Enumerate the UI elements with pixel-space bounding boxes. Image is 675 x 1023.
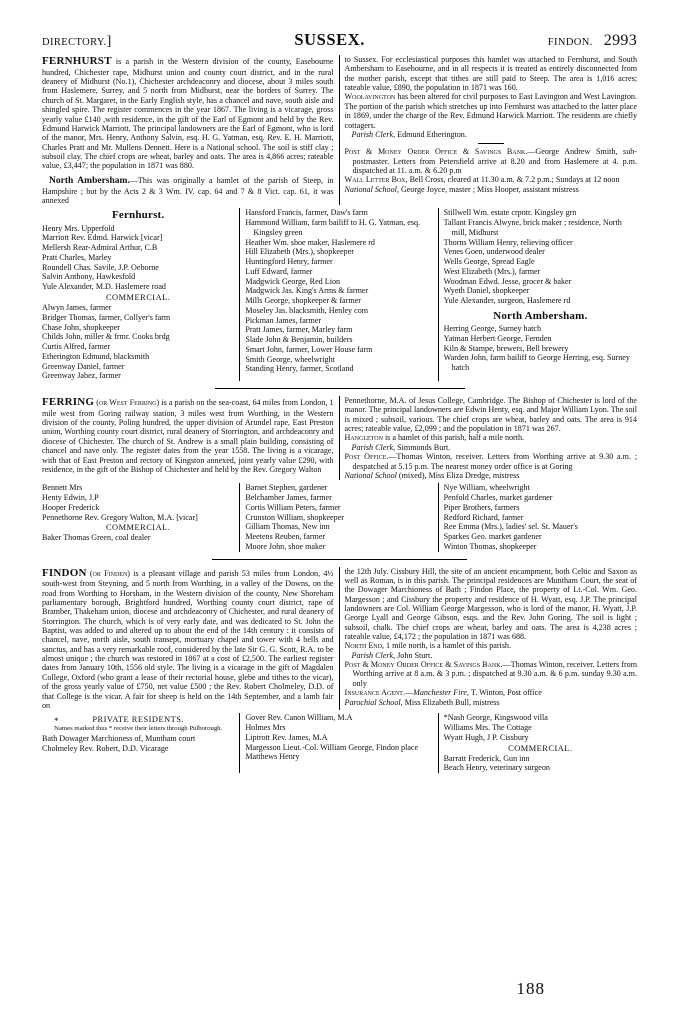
- list-item: Heather Wm. shoe maker, Haslemere rd: [245, 237, 375, 247]
- list-item: Penfold Charles, market gardener: [443, 493, 553, 503]
- fernhurst-directory-col-1: [42, 208, 240, 381]
- findon-alt-name: (or Finden): [89, 568, 131, 578]
- list-item: Wells George, Spread Eagle: [443, 257, 535, 267]
- fernhurst-article-col-left: [42, 55, 340, 205]
- findon-intro-paragraph: [42, 567, 334, 711]
- north-ambersham-heading: North Ambersham.: [49, 175, 130, 186]
- findon-article-col-right: [340, 567, 638, 711]
- wall-letter-box-text: Bell Cross, cleared at 11.30 a.m. & 7.2 p.m.; Sundays at 12 noon: [409, 175, 620, 185]
- folio-number: 188: [516, 979, 545, 998]
- running-head-left-text: DIRECTORY.: [42, 37, 107, 48]
- asterisk-marker: *: [54, 716, 59, 727]
- north-end-text: 1 mile north, is a hamlet of this parish.: [386, 641, 511, 651]
- list-item: Nye William, wheelwright: [443, 483, 530, 493]
- fernhurst-article-col-right: [340, 55, 638, 205]
- fernhurst-article: [42, 55, 637, 205]
- list-item: Margesson Lieut.-Col. William George, Findon place: [245, 742, 419, 752]
- north-ambersham-text: —This was originally a hamlet of the parish of Steep, in Hampshire ; but by the Acts 2 & 3 Wm. IV. cap. 64 and 7 & 8 Vict. cap. 61, it was annexed: [42, 175, 334, 206]
- list-item: Roundell Chas. Savile, J.P. Oeborne: [42, 262, 159, 272]
- woolavington-heading: Woolavington: [344, 92, 396, 102]
- ferring-alt-name: (or West Ferring): [96, 398, 160, 408]
- insurance-agent-label: Insurance Agent.—: [344, 688, 414, 698]
- list-item: Ree Emma (Mrs.), ladies' sel. St. Mauer's: [443, 522, 578, 532]
- list-item: Huntingford Henry, farmer: [245, 257, 333, 267]
- list-item: Liptrott Rev. James, M.A: [245, 732, 328, 742]
- national-school-label: National School,: [344, 184, 399, 194]
- list-item: Hooper Frederick: [42, 502, 100, 512]
- list-item: Hammond William, farm bailiff to H. G. Yatman, esq. Kingsley green: [245, 218, 421, 237]
- list-item: Kiln & Stampe, brewers, Bell brewery: [443, 343, 569, 353]
- woolavington-paragraph: [345, 92, 638, 129]
- findon-article: [42, 567, 637, 711]
- list-item: Woodman Edwd. Jesse, grocer & baker: [443, 276, 572, 286]
- findon-letters-note: Names marked thus * receive their letters through Pulborough.: [54, 725, 223, 733]
- section-rule: [478, 143, 504, 144]
- ferring-article-col-left: [42, 396, 340, 480]
- fernhurst-directory-heading: Fernhurst.: [111, 209, 165, 222]
- list-item: Yule Alexander, surgeon, Haslemere rd: [443, 296, 571, 306]
- fernhurst-directory-col-2: [240, 208, 438, 381]
- private-residents-text: PRIVATE RESIDENTS.: [92, 715, 184, 725]
- post-office-text: Thomas Winton, receiver. Letters from Worthing arrive at 9.30 a.m. ; despatched at 5.15 p.m. The nearest money order office is at Goring: [352, 452, 637, 471]
- ferring-intro-text: is a parish on the sea-coast, 64 miles from London, 1 mile west from Goring railway station, 3 miles west from Worthing, in the Western division of the county, Poling hundred, the upper division of Arundel rape, East Preston union, Worthing county court district, rural deanery of Storrington, and archdeaconry and diocese of Chichester. The church of St. Andrew is a small plain building, consisting of chancel and nave only. The register dates from the year 1558. The living is a vicarage, with that of East Preston and rectory of Kingston annexed, joint yearly value £290, with residence, in the gift of the Bishop of Chichester and held by the Rev. Gregory Walton: [42, 398, 334, 474]
- fernhurst-intro-paragraph: [42, 55, 334, 171]
- running-head-county: SUSSEX.: [294, 30, 366, 49]
- ferring-directory-col-1: [42, 483, 240, 551]
- post-office-text: Thomas Winton, receiver. Letters from Worthing arrive at 8 a.m. & 3 p.m. ; dispatched at 9.30 a.m. & 6 p.m. sunday 9.30 a.m. only: [352, 660, 637, 688]
- list-item: Venes Goen, underwood dealer: [443, 247, 545, 257]
- findon-directory-col-2: [240, 713, 438, 773]
- list-item: Greenway Daniel, farmer: [42, 361, 125, 371]
- list-item: Salvin Anthony, Hawkesfold: [42, 272, 136, 282]
- list-item: Williams Mrs. The Cottage: [443, 723, 532, 733]
- list-item: Stillwell Wm. estate crpntr. Kingsley grn: [443, 208, 577, 218]
- hangleton-text: is a hamlet of this parish, half a mile north.: [384, 433, 525, 443]
- list-item: Gilliam Thomas, New inn: [245, 522, 330, 532]
- list-item: Barnet Stephen, gardener: [245, 483, 328, 493]
- fernhurst-lead-word: FERNHURST: [42, 55, 112, 67]
- fernhurst-commercial-label: COMMERCIAL.: [105, 292, 171, 302]
- ferring-article: [42, 396, 637, 480]
- list-item: Pratt James, farmer, Marley farm: [245, 325, 353, 335]
- hangleton-heading: Hangleton: [344, 433, 383, 443]
- list-item: Redford Richard, farmer: [443, 512, 524, 522]
- list-item: Madgwick George, Red Lion: [245, 276, 341, 286]
- list-item: Meetens Reuben, farmer: [245, 532, 326, 542]
- fernhurst-intro-text: is a parish in the Western division of the county, Easebourne hundred, Chichester rape, Midhurst union and county court district, and in the rural deanery of Midhurst (No.1), Chichester archdeaconry and diocese, about 3 miles south from Haslemere, Surrey, and 5 north from Midhurst, near the borders of Surrey. The church of St. Margaret, in the Early English style, has a chancel and nave, south aisle and shingled spire. The register commences in the year 1867. The living is a vicarage, gross yearly value £140 ,with residence, in the gift of the Earl of Egmont and held by the Rev. Edmund Harwick Marriott. The principal landowners are the Earl of Egmont, who is lord of the manor, Mrs. Henry, Anthony Salvin, esq. H. G. Yatman, esq. Rev. E. H. Marriott, Charles Pratt and Mr. Mullens Dennett. Here is a National school. The soil is stiff clay ; subsoil clay. The chief crops are wheat, barley and oats. The area is 4,866 acres; rateable value, £3,447; the population in 1871 was 880.: [42, 57, 334, 171]
- list-item: Matthews Henry: [245, 752, 300, 762]
- national-school-label: National School: [344, 470, 397, 480]
- woolavington-text: has been altered for civil purposes to East Lavington and West Lavington. The portion of the parish which stretches up into Fernhurst was attached to the latter place in 1869, under the charge of the Rev. Edmund Harwick Marriott. The residents are chiefly cottagers.: [344, 92, 637, 130]
- parish-separator-rule: [215, 388, 465, 389]
- list-item: Hill Elizabeth (Mrs.), shopkeeper: [245, 247, 354, 257]
- list-item: Bennett Mrs: [42, 483, 83, 493]
- list-item: Herring George, Surney hatch: [443, 324, 542, 334]
- list-item: Holmes Mrs: [245, 723, 286, 733]
- list-item: Henry Mrs. Upperfold: [42, 223, 115, 233]
- findon-lead-word: FINDON: [42, 566, 87, 579]
- findon-commercial-label: COMMERCIAL.: [508, 743, 573, 753]
- list-item: Warden John, farm bailiff to George Herring, esq. Surney hatch: [443, 353, 630, 373]
- list-item: Smart John, farmer, Lower House farm: [245, 344, 373, 354]
- parish-clerk-label: Parish Clerk,: [351, 129, 396, 139]
- list-item: Hansford Francis, farmer, Daw's farm: [245, 208, 368, 218]
- page-number: 2993: [603, 32, 637, 49]
- list-item: Barratt Frederick, Gun inn: [443, 753, 530, 763]
- fernhurst-directory-col-3: [439, 208, 637, 381]
- north-ambersham-paragraph: [42, 176, 334, 206]
- wall-letter-box-label: Wall Letter Box,: [344, 175, 408, 185]
- ferring-post-office: [345, 452, 638, 471]
- ferring-national-school: [345, 471, 638, 480]
- ferring-directory: [42, 483, 637, 551]
- parish-clerk-label: Parish Clerk,: [351, 650, 396, 660]
- ferring-lead-word: FERRING: [42, 396, 95, 409]
- list-item: Cholmeley Rev. Robert, D.D. Vicarage: [42, 743, 169, 753]
- list-item: Wyatt Hugh, J P. Cissbury: [443, 732, 529, 742]
- list-item: Henty Edwin, J.P: [42, 493, 99, 503]
- list-item: Thorns William Henry, relieving officer: [443, 237, 573, 247]
- parochial-school-text: Miss Elizabeth Bull, mistress: [404, 697, 500, 707]
- fernhurst-commercial-list: [42, 303, 234, 381]
- national-school-text: (mixed), Miss Eliza Dredge, mistress: [398, 470, 520, 480]
- list-item: Gover Rev. Canon William, M.A: [245, 713, 353, 723]
- list-item: Tallant Francis Alwyne, brick maker ; residence, North mill, Midhurst: [443, 218, 622, 237]
- north-end-heading: North End,: [344, 641, 384, 651]
- list-item: Childs John, miller & frmr. Cooks brdg: [42, 332, 170, 342]
- hangleton-paragraph: [345, 433, 638, 442]
- ferring-directory-col-2: [240, 483, 438, 551]
- findon-directory-col-3: [439, 713, 637, 773]
- list-item: Sparkes Geo. market gardener: [443, 532, 542, 542]
- list-item: Chase John, shopkeeper: [42, 322, 120, 332]
- list-item: Marriott Rev. Edmd. Harwick [vicar]: [42, 233, 163, 243]
- running-head-right: [548, 32, 637, 50]
- list-item: Smith George, wheelwright: [245, 354, 335, 364]
- list-item: Cortis William Peters, farmer: [245, 502, 341, 512]
- findon-intro-text: is a pleasant village and parish 53 miles from London, 4½ south-west from Steyning, and 5 north from Worthing, in a valley of the Downs, on the road from Worthing to Horsham, in the Western division of the county, New Shoreham parliamentary borough, Brightford hundred, Worthing county court district, rape of Bramber, Thakeham union, diocese and archdeaconry of Chichester, and rural deanery of Storrington. The church, which is of very early date, and was dedicated to St. John the Baptist, was added to and altered up to about the end of the 14th century : it consists of chancel, nave, north aisle, south transept, mortuary chapel and tower with 4 bells and sanctus, and has a very remarkable roof, considered by the late Sir G. G. Scott, R.A. to be almost unique ; the church was restored in 1867 at a cost of £2,500. The earliest register dates from January 10th, 1556 old style. The living is a vicarage in the gift of Magdalen College, Oxford (who grant a lease of their rectorial house, glebe and tithes to the vicar), of the gross yearly value of £750, net value £500 ; the Rev. Robert Cholmeley, D.D. of that College is the vicar. A fair for sheep is held on the 14th September, and a lamb fair on: [42, 568, 334, 710]
- list-item: Etherington Edmund, blacksmith: [42, 351, 150, 361]
- list-item: Winton Thomas, shopkeeper: [443, 541, 537, 551]
- fernhurst-wall-letter-box: [345, 175, 638, 184]
- findon-directory-col-1: [42, 713, 240, 773]
- running-head: [42, 30, 637, 50]
- post-office-label: Post & Money Order Office & Savings Bank.—: [344, 147, 536, 157]
- ferring-cont-paragraph: Pennethorne, M.A. of Jesus College, Cambridge. The Bishop of Chichester is lord of the manor. The principal landowners are Edwin Henty, esq. and Major William Lyon. The soil is mixed ; subsoil, various. The chief crops are wheat, barley and oats. The area is 914 acres; rateable value, £2,099 ; and the population in 1871 was 267.: [344, 396, 637, 434]
- list-item: Wyeth Daniel, shopkeeper: [443, 286, 530, 296]
- list-item: Piper Brothers, farmers: [443, 502, 520, 512]
- findon-cont-paragraph: the 12th July. Cissbury Hill, the site of an ancient encampment, both Celtic and Saxon as well as Roman, is in this parish. The principal residences are Muntham Court, the seat of the Dowager Marchioness of Bath ; Findon Place, the property of Lt.-Col. Wm. Geo. Margesson ; and Cissbury the property and residence of H. Wyatt, esq. J.P. The principal landowners are Col. William George Margesson, who is lord of the manor, H. Wyatt, J.P. George Lyall and George Gibson, esqs. and the Rev. John Goring. The soil is light ; subsoil, chalk. The chief crops are wheat, barley and oats. The area is 4,238 acres ; rateable value, £4,172 ; the population in 1871 was 688.: [344, 566, 637, 642]
- running-head-parish: FINDON.: [547, 37, 593, 48]
- ferring-directory-col-3: [439, 483, 637, 551]
- fernhurst-national-school: [345, 185, 638, 194]
- fernhurst-parish-clerk: [345, 130, 638, 139]
- findon-article-col-left: [42, 567, 340, 711]
- parish-clerk-label: Parish Clerk,: [351, 442, 396, 452]
- list-item: West Elizabeth (Mrs.), farmer: [443, 266, 541, 276]
- ferring-commercial-label: COMMERCIAL.: [105, 523, 171, 533]
- parish-clerk-name: John Sturt.: [397, 650, 433, 660]
- list-item: Curtis Alfred, farmer: [42, 342, 111, 352]
- list-item: Beach Henry, veterinary surgeon: [443, 763, 550, 773]
- post-office-text: George Andrew Smith, sub-postmaster. Letters from Petersfield arrive at 8.20 and from Haslemere at 4. p.m. dispatched at 11. a.m. & 6.20 p.m: [352, 147, 637, 175]
- ferring-article-col-right: [340, 396, 638, 480]
- list-item: Luff Edward, farmer: [245, 266, 313, 276]
- post-office-label: Post & Money Order Office & Savings Bank.—: [344, 660, 511, 670]
- list-item: Standing Henry, farmer, Scotland: [245, 364, 354, 374]
- findon-parish-clerk: [345, 651, 638, 660]
- list-item: *Nash George, Kingswood villa: [443, 713, 548, 723]
- national-school-text: George Joyce, master ; Miss Hooper, assistant mistress: [400, 184, 579, 194]
- list-item: Madgwick Jas. King's Arms & farmer: [245, 286, 369, 296]
- fernhurst-private-list: [42, 224, 234, 292]
- list-item: Crunston William, shopkeeper: [245, 512, 344, 522]
- parochial-school-label: Parochial School,: [344, 697, 403, 707]
- fernhurst-post-office: [345, 147, 638, 175]
- list-item: Greenway Jabez, farmer: [42, 371, 121, 381]
- fernhurst-directory: [42, 208, 637, 381]
- parish-separator-rule: [212, 559, 467, 560]
- findon-private-residents-label: [42, 715, 234, 725]
- list-item: Mills George, shopkeeper & farmer: [245, 296, 361, 306]
- insurance-agent-text: T. Winton, Post office: [470, 688, 542, 698]
- north-end-paragraph: [345, 641, 638, 650]
- list-item: Baker Thomas Green, coal dealer: [42, 533, 151, 543]
- fernhurst-cont-paragraph: to Sussex. For ecclesiastical purposes this hamlet was attached to Fernhurst, and South Ambersham to Easebourne, and in all respects it is treated as entirely disconnected from the mother parish, except that tithes are still paid to Steep. The area is 1,016 acres; rateable value, £890, the population in 1871 was 160.: [344, 55, 637, 93]
- list-item: Bridger Thomas, farmer, Collyer's farm: [42, 312, 171, 322]
- parish-clerk-name: Simmonds Burt.: [397, 442, 451, 452]
- list-item: Slade John & Benjamin, builders: [245, 335, 353, 345]
- parish-clerk-name: Edmund Etherington.: [397, 129, 467, 139]
- list-item: Bath Dowager Marchioness of, Muntham court: [42, 734, 196, 744]
- findon-insurance-agent: [345, 688, 638, 697]
- list-item: Pickman James, farmer: [245, 315, 322, 325]
- insurance-agent-company: Manchester Fire,: [413, 688, 469, 698]
- list-item: Belchamber James, farmer: [245, 493, 332, 503]
- list-item: Mellersh Rear-Admiral Arthur, C.B: [42, 243, 158, 253]
- post-office-label: Post Office.—: [344, 452, 397, 462]
- list-item: Yatman Herbert George, Fernden: [443, 333, 552, 343]
- running-head-bracket: ]: [106, 34, 112, 49]
- ferring-intro-paragraph: [42, 396, 334, 474]
- findon-directory: [42, 713, 637, 773]
- running-head-left: [42, 34, 112, 50]
- ferring-parish-clerk: [345, 443, 638, 452]
- list-item: Moseley Jas. blacksmith, Henley com: [245, 305, 369, 315]
- findon-parochial-school: [345, 698, 638, 707]
- list-item: Yule Alexander, M.D. Haslemere road: [42, 282, 166, 292]
- list-item: Pratt Charles, Marley: [42, 252, 112, 262]
- list-item: Alwyn James, farmer: [42, 303, 112, 313]
- findon-post-office: [345, 660, 638, 688]
- list-item: Moore John, shoe maker: [245, 541, 326, 551]
- list-item: Pennethorne Rev. Gregory Walton, M.A. [vicar]: [42, 512, 198, 522]
- north-ambersham-directory-heading: North Ambersham.: [493, 309, 588, 322]
